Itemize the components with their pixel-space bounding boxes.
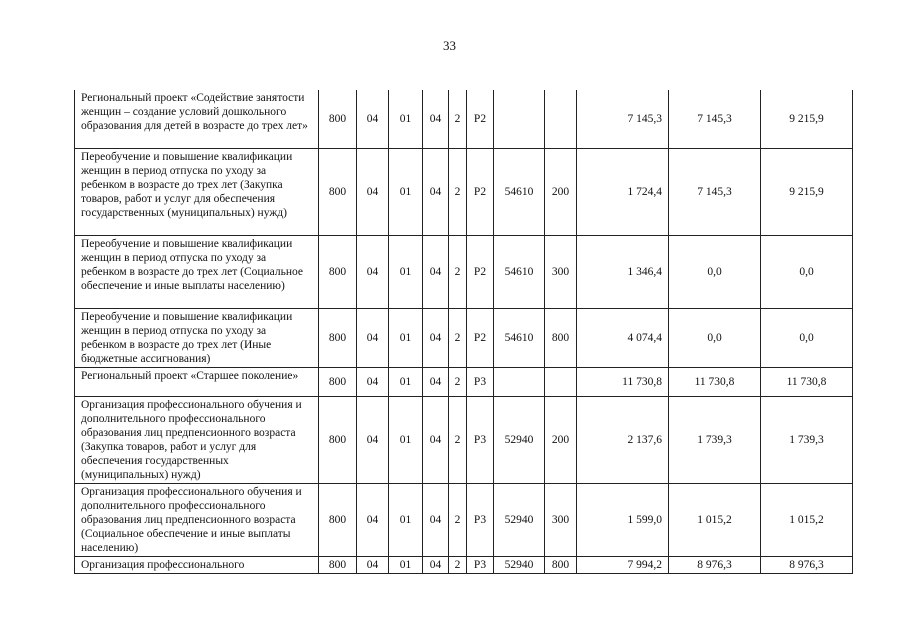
rz-code: 04	[357, 367, 389, 396]
gr-code: 800	[319, 148, 357, 235]
table-row	[75, 148, 853, 235]
direction-code	[494, 367, 545, 396]
amount-year3: 0,0	[761, 235, 853, 308]
vr-code: 800	[545, 556, 577, 573]
rz-code: 04	[357, 90, 389, 148]
project-code: Р2	[467, 90, 494, 148]
amount-year2: 1 015,2	[669, 483, 761, 556]
amount-year2: 11 730,8	[669, 367, 761, 396]
subprogram-code: 2	[449, 367, 467, 396]
subprogram-code: 2	[449, 308, 467, 367]
rz-code: 04	[357, 308, 389, 367]
table-row	[75, 235, 853, 308]
vr-code: 200	[545, 148, 577, 235]
amount-year2: 0,0	[669, 308, 761, 367]
program-code: 04	[423, 556, 449, 573]
amount-year1: 2 137,6	[577, 396, 669, 483]
amount-year1: 4 074,4	[577, 308, 669, 367]
direction-code: 54610	[494, 308, 545, 367]
row-name: Организация профессионального	[75, 556, 319, 573]
project-code: Р3	[467, 556, 494, 573]
direction-code: 52940	[494, 483, 545, 556]
amount-year1: 7 994,2	[577, 556, 669, 573]
vr-code: 800	[545, 308, 577, 367]
program-code: 04	[423, 90, 449, 148]
amount-year1: 1 346,4	[577, 235, 669, 308]
vr-code	[545, 90, 577, 148]
table-row	[75, 556, 853, 573]
project-code: Р3	[467, 396, 494, 483]
amount-year3: 0,0	[761, 308, 853, 367]
vr-code: 200	[545, 396, 577, 483]
table-row	[75, 367, 853, 396]
row-name: Региональный проект «Содействие занятости женщин – создание условий дошкольного образования для детей в возрасте до трех лет»	[75, 90, 319, 148]
program-code: 04	[423, 148, 449, 235]
pr-code: 01	[389, 396, 423, 483]
gr-code: 800	[319, 483, 357, 556]
rz-code: 04	[357, 148, 389, 235]
rz-code: 04	[357, 556, 389, 573]
program-code: 04	[423, 367, 449, 396]
amount-year2: 7 145,3	[669, 90, 761, 148]
budget-table	[74, 90, 853, 574]
gr-code: 800	[319, 396, 357, 483]
project-code: Р2	[467, 308, 494, 367]
gr-code: 800	[319, 367, 357, 396]
page-number: 33	[443, 38, 456, 53]
direction-code: 52940	[494, 556, 545, 573]
amount-year2: 1 739,3	[669, 396, 761, 483]
amount-year3: 8 976,3	[761, 556, 853, 573]
rz-code: 04	[357, 483, 389, 556]
program-code: 04	[423, 483, 449, 556]
subprogram-code: 2	[449, 148, 467, 235]
pr-code: 01	[389, 235, 423, 308]
project-code: Р3	[467, 483, 494, 556]
pr-code: 01	[389, 148, 423, 235]
program-code: 04	[423, 396, 449, 483]
direction-code: 54610	[494, 235, 545, 308]
amount-year1: 11 730,8	[577, 367, 669, 396]
row-name: Организация профессионального обучения и дополнительного профессионального образования лиц предпенсионного возраста (Закупка товаров, работ и услуг для обеспечения государственных (муниципальных) нужд)	[75, 396, 319, 483]
pr-code: 01	[389, 483, 423, 556]
amount-year1: 1 599,0	[577, 483, 669, 556]
amount-year3: 9 215,9	[761, 148, 853, 235]
gr-code: 800	[319, 235, 357, 308]
table-row	[75, 90, 853, 148]
program-code: 04	[423, 235, 449, 308]
direction-code: 52940	[494, 396, 545, 483]
subprogram-code: 2	[449, 556, 467, 573]
row-name: Переобучение и повышение квалификации женщин в период отпуска по уходу за ребенком в возрасте до трех лет (Иные бюджетные ассигнования)	[75, 308, 319, 367]
subprogram-code: 2	[449, 396, 467, 483]
direction-code	[494, 90, 545, 148]
rz-code: 04	[357, 235, 389, 308]
amount-year2: 0,0	[669, 235, 761, 308]
program-code: 04	[423, 308, 449, 367]
amount-year3: 1 015,2	[761, 483, 853, 556]
row-name: Организация профессионального обучения и дополнительного профессионального образования лиц предпенсионного возраста (Социальное обеспечение и иные выплаты населению)	[75, 483, 319, 556]
gr-code: 800	[319, 308, 357, 367]
gr-code: 800	[319, 556, 357, 573]
row-name: Переобучение и повышение квалификации женщин в период отпуска по уходу за ребенком в возрасте до трех лет (Социальное обеспечение и иные выплаты населению)	[75, 235, 319, 308]
pr-code: 01	[389, 367, 423, 396]
subprogram-code: 2	[449, 483, 467, 556]
row-name: Переобучение и повышение квалификации женщин в период отпуска по уходу за ребенком в возрасте до трех лет (Закупка товаров, работ и услуг для обеспечения государственных (муниципальных) нужд)	[75, 148, 319, 235]
amount-year2: 7 145,3	[669, 148, 761, 235]
subprogram-code: 2	[449, 90, 467, 148]
amount-year3: 9 215,9	[761, 90, 853, 148]
vr-code: 300	[545, 483, 577, 556]
amount-year1: 1 724,4	[577, 148, 669, 235]
project-code: Р3	[467, 367, 494, 396]
project-code: Р2	[467, 235, 494, 308]
amount-year2: 8 976,3	[669, 556, 761, 573]
pr-code: 01	[389, 556, 423, 573]
pr-code: 01	[389, 308, 423, 367]
rz-code: 04	[357, 396, 389, 483]
vr-code: 300	[545, 235, 577, 308]
table-row	[75, 483, 853, 556]
subprogram-code: 2	[449, 235, 467, 308]
project-code: Р2	[467, 148, 494, 235]
amount-year3: 11 730,8	[761, 367, 853, 396]
vr-code	[545, 367, 577, 396]
amount-year3: 1 739,3	[761, 396, 853, 483]
table-row	[75, 308, 853, 367]
direction-code: 54610	[494, 148, 545, 235]
table-row	[75, 396, 853, 483]
row-name: Региональный проект «Старшее поколение»	[75, 367, 319, 396]
gr-code: 800	[319, 90, 357, 148]
pr-code: 01	[389, 90, 423, 148]
amount-year1: 7 145,3	[577, 90, 669, 148]
